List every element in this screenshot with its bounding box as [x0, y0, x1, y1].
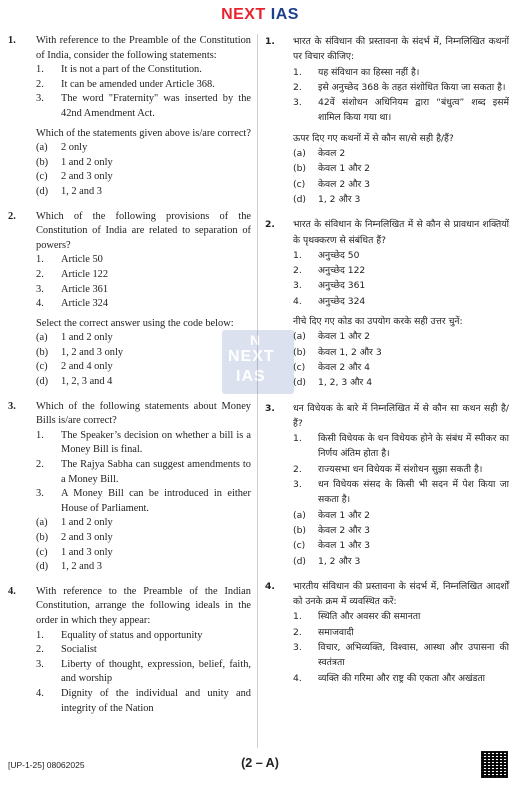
statement-item — [36, 297, 251, 312]
statement-number: 2. — [36, 459, 44, 471]
statement-text: The Rajya Sabha can suggest amendments to a Money Bill. — [61, 459, 251, 485]
option-letter: (d) — [36, 185, 49, 197]
question-body — [36, 585, 251, 716]
statement-text: Article 324 — [61, 298, 109, 310]
statement-item — [36, 658, 251, 687]
statement-item — [293, 462, 509, 477]
statement-text: धन विधेयक संसद के किसी भी सदन में पेश किया जा सकता है। — [318, 479, 509, 506]
option-letter: (b) — [293, 163, 307, 175]
answer-option — [293, 161, 509, 176]
question-body — [36, 400, 251, 575]
option-text: 2 and 3 only — [61, 532, 113, 543]
page-header — [0, 4, 520, 26]
answer-option — [293, 538, 509, 553]
option-text: 1, 2 और 3 — [318, 555, 361, 567]
option-text: केवल 2 और 4 — [318, 361, 371, 373]
question-number: 4. — [8, 585, 16, 597]
option-letter: (c) — [36, 361, 48, 373]
question-block — [8, 400, 251, 575]
question-body — [293, 34, 509, 207]
statement-item — [293, 80, 509, 95]
question-number: 4. — [265, 580, 275, 592]
option-letter: (b) — [36, 156, 49, 168]
option-text: 2 only — [61, 142, 88, 154]
option-letter: (d) — [293, 555, 307, 567]
statement-number: 3. — [293, 280, 302, 292]
statement-item — [36, 629, 251, 644]
logo-text-next: NEXT — [221, 6, 266, 23]
option-text: केवल 1 और 3 — [318, 540, 371, 552]
option-letter: (a) — [293, 148, 306, 160]
option-text: 1 and 2 only — [61, 332, 113, 344]
option-letter: (d) — [293, 377, 307, 389]
statement-number: 1. — [36, 629, 44, 641]
statement-text: It can be amended under Article 368. — [61, 78, 215, 90]
statement-text: Equality of status and opportunity — [61, 629, 203, 641]
statement-number: 3. — [36, 283, 44, 295]
statement-number: 2. — [293, 626, 302, 638]
question-stem: Which of the following provisions of the Constitution of India are related to separation of powers? — [36, 210, 251, 251]
option-letter: (c) — [293, 361, 306, 373]
statement-item — [36, 78, 251, 93]
statement-number: 2. — [36, 644, 44, 656]
question-number: 3. — [8, 400, 16, 412]
statement-text: Article 50 — [61, 254, 103, 266]
statement-item — [36, 643, 251, 658]
page-number: (2 – A) — [241, 756, 279, 770]
qr-code-icon — [481, 751, 508, 778]
option-text: 1, 2, 3 and 4 — [61, 376, 113, 388]
statement-text: 42वें संशोधन अधिनियम द्वारा “बंधुत्व” शब्द इसमें शामिल किया गया था। — [318, 97, 509, 124]
answer-option — [293, 329, 509, 344]
option-letter: (c) — [293, 540, 306, 552]
option-text: 1 and 3 only — [61, 546, 113, 558]
answer-option — [36, 156, 251, 171]
question-body — [36, 34, 251, 200]
statement-item — [36, 458, 251, 487]
question-body — [293, 579, 509, 686]
statement-item — [293, 625, 509, 640]
answer-option — [36, 531, 251, 546]
statement-number: 4. — [36, 298, 44, 310]
question-stem: With reference to the Preamble of the Constitution of India, consider the following statements: — [36, 35, 251, 61]
statement-item — [293, 248, 509, 263]
statement-text: The word "Fraternity" was inserted by the 42nd Amendment Act. — [61, 93, 251, 119]
statement-text: किसी विधेयक के धन विधेयक होने के संबंध में स्पीकर का निर्णय अंतिम होता है। — [318, 433, 509, 460]
answer-option — [293, 345, 509, 360]
question-stem: धन विधेयक के बारे में निम्नलिखित में से कौन सा कथन सही है/हैं? — [293, 402, 509, 429]
statement-number: 1. — [293, 611, 302, 623]
statement-item — [293, 263, 509, 278]
option-text: 1, 2, 3 और 4 — [318, 377, 373, 389]
question-body — [293, 217, 509, 390]
question-prompt: Select the correct answer using the code below: — [36, 317, 234, 329]
answer-option — [293, 554, 509, 569]
statement-number: 3. — [293, 97, 302, 109]
statement-text: Article 122 — [61, 268, 109, 280]
statement-item — [36, 92, 251, 121]
statement-number: 1. — [36, 254, 44, 266]
statement-item — [36, 253, 251, 268]
answer-option — [36, 560, 251, 575]
statement-item — [293, 609, 509, 624]
statement-number: 3. — [293, 641, 302, 653]
statement-number: 2. — [36, 78, 44, 90]
option-text: 1 and 2 only — [61, 156, 113, 168]
question-number: 1. — [265, 36, 275, 47]
statement-number: 1. — [293, 433, 302, 445]
statement-number: 3. — [293, 479, 302, 491]
option-text: केवल 2 और 3 — [318, 178, 371, 190]
question-stem: Which of the following statements about Money Bills is/are correct? — [36, 400, 251, 427]
statement-text: अनुच्छेद 122 — [318, 265, 366, 277]
option-text: केवल 1 और 2 — [318, 163, 371, 175]
statement-item — [293, 477, 509, 508]
answer-option — [36, 346, 251, 361]
statement-text: Dignity of the individual and unity and integrity of the Nation — [61, 687, 251, 714]
question-number: 3. — [265, 402, 275, 414]
answer-option — [293, 146, 509, 161]
statement-item — [293, 431, 509, 462]
statement-text: राज्यसभा धन विधेयक में संशोधन सुझा सकती है। — [318, 463, 483, 475]
statement-text: The Speaker’s decision on whether a bill is a Money Bill is final. — [61, 429, 251, 456]
statement-number: 2. — [293, 81, 302, 93]
question-stem: भारत के संविधान की प्रस्तावना के संदर्भ में, निम्नलिखित कथनों पर विचार कीजिए: — [293, 36, 509, 63]
statement-item — [36, 429, 251, 458]
option-letter: (a) — [293, 331, 306, 343]
question-body — [293, 401, 509, 569]
question-prompt: नीचे दिए गए कोड का उपयोग करके सही उत्तर चुनें: — [293, 316, 463, 328]
answer-option — [36, 546, 251, 561]
statement-item — [293, 278, 509, 293]
statement-number: 1. — [293, 249, 302, 261]
answer-option — [36, 360, 251, 375]
statement-text: A Money Bill can be introduced in either House of Parliament. — [61, 488, 251, 514]
option-letter: (d) — [293, 193, 307, 205]
statement-text: It is not a part of the Constitution. — [61, 64, 202, 76]
question-number: 2. — [265, 219, 275, 231]
statement-item — [293, 294, 509, 309]
statement-number: 1. — [36, 429, 44, 441]
option-text: केवल 1 और 2 — [318, 509, 371, 521]
statement-text: इसे अनुच्छेद 368 के तहत संशोधित किया जा सकता है। — [318, 81, 506, 93]
option-text: 2 and 3 only — [61, 171, 113, 183]
next-ias-logo — [221, 6, 299, 23]
answer-option — [36, 331, 251, 346]
answer-option — [36, 185, 251, 200]
option-text: 1, 2 and 3 — [61, 561, 102, 573]
option-letter: (c) — [36, 546, 48, 558]
watermark-line-2: IAS — [236, 368, 266, 385]
question-block — [8, 585, 251, 716]
option-letter: (a) — [36, 332, 48, 344]
next-ias-watermark — [222, 330, 294, 394]
question-prompt: ऊपर दिए गए कथनों में से कौन सा/से सही है/हैं? — [293, 132, 454, 144]
option-text: 1 and 2 only — [61, 517, 113, 529]
option-text: 1, 2 और 3 — [318, 193, 361, 205]
statement-item — [36, 283, 251, 298]
watermark-line-1: NEXT — [228, 348, 275, 365]
answer-option — [293, 523, 509, 538]
option-letter: (a) — [36, 142, 48, 154]
answer-option — [36, 141, 251, 156]
option-letter: (b) — [36, 532, 49, 543]
option-letter: (d) — [36, 561, 49, 573]
question-stem: With reference to the Preamble of the Indian Constitution, arrange the following ideals in the order in which they appear: — [36, 585, 251, 626]
question-stem: भारत के संविधान के निम्नलिखित में से कौन से प्रावधान शक्तियों के पृथक्करण से संबंधित हैं? — [293, 219, 509, 246]
option-letter: (c) — [36, 171, 48, 183]
hindi-column — [265, 34, 509, 686]
statement-text: व्यक्ति की गरिमा और राष्ट्र की एकता और अखंडता — [318, 672, 486, 684]
option-text: 1, 2 and 3 — [61, 185, 102, 197]
answer-option — [36, 170, 251, 185]
answer-option — [293, 192, 509, 207]
option-text: 2 and 4 only — [61, 361, 113, 373]
option-letter: (b) — [293, 346, 307, 358]
question-block — [265, 579, 509, 686]
statement-text: Liberty of thought, expression, belief, faith, and worship — [61, 658, 251, 685]
statement-number: 2. — [36, 268, 44, 280]
statement-text: विचार, अभिव्यक्ति, विश्वास, आस्था और उपासना की स्वतंत्रता — [318, 641, 509, 669]
question-prompt: Which of the statements given above is/are correct? — [36, 127, 251, 139]
answer-option — [293, 375, 509, 390]
question-block — [265, 401, 509, 569]
statement-item — [36, 487, 251, 516]
statement-item — [293, 671, 509, 686]
question-block — [8, 34, 251, 200]
statement-number: 1. — [293, 66, 302, 78]
statement-item — [293, 640, 509, 671]
statement-number: 4. — [293, 672, 302, 684]
statement-number: 3. — [36, 488, 44, 500]
statement-item — [36, 63, 251, 78]
statement-text: स्थिति और अवसर की समानता — [318, 611, 421, 623]
statement-number: 3. — [36, 93, 44, 105]
statement-number: 4. — [293, 295, 302, 307]
statement-text: अनुच्छेद 361 — [318, 280, 366, 292]
option-letter: (a) — [36, 517, 48, 529]
statement-number: 2. — [293, 265, 302, 277]
answer-option — [293, 360, 509, 375]
question-block — [265, 217, 509, 390]
statement-text: Article 361 — [61, 283, 109, 295]
statement-number: 4. — [36, 687, 44, 699]
question-number: 1. — [8, 35, 16, 46]
question-block — [265, 34, 509, 207]
option-letter: (d) — [36, 376, 49, 388]
statement-item — [36, 687, 251, 716]
option-letter: (a) — [293, 509, 306, 521]
answer-option — [293, 177, 509, 192]
question-body — [36, 210, 251, 390]
question-number: 2. — [8, 210, 16, 222]
statement-text: अनुच्छेद 50 — [318, 249, 360, 261]
statement-text: यह संविधान का हिस्सा नहीं है। — [318, 66, 420, 78]
answer-option — [293, 508, 509, 523]
option-letter: (c) — [293, 178, 306, 190]
statement-item — [293, 95, 509, 126]
english-column — [8, 34, 251, 716]
statement-item — [36, 268, 251, 283]
question-stem: भारतीय संविधान की प्रस्तावना के संदर्भ में, निम्नलिखित आदर्शों को उनके क्रम में व्यवस्थित करें: — [293, 580, 509, 608]
option-letter: (b) — [36, 346, 49, 358]
option-text: केवल 1, 2 और 3 — [318, 346, 382, 358]
option-letter: (b) — [293, 524, 307, 536]
statement-text: अनुच्छेद 324 — [318, 295, 366, 307]
statement-number: 3. — [36, 658, 44, 670]
statement-number: 2. — [293, 463, 302, 475]
watermark-n: N — [250, 332, 261, 348]
option-text: केवल 1 और 2 — [318, 331, 371, 343]
statement-number: 1. — [36, 64, 44, 76]
paper-code: [UP-1-25] 08062025 — [8, 760, 85, 770]
statement-text: समाजवादी — [318, 626, 354, 638]
statement-text: Socialist — [61, 644, 97, 656]
option-text: केवल 2 — [318, 148, 346, 160]
answer-option — [36, 516, 251, 531]
answer-option — [36, 375, 251, 390]
question-block — [8, 210, 251, 390]
logo-text-ias: IAS — [270, 6, 299, 23]
option-text: 1, 2 and 3 only — [61, 346, 124, 358]
option-text: केवल 2 और 3 — [318, 524, 371, 536]
statement-item — [293, 65, 509, 80]
